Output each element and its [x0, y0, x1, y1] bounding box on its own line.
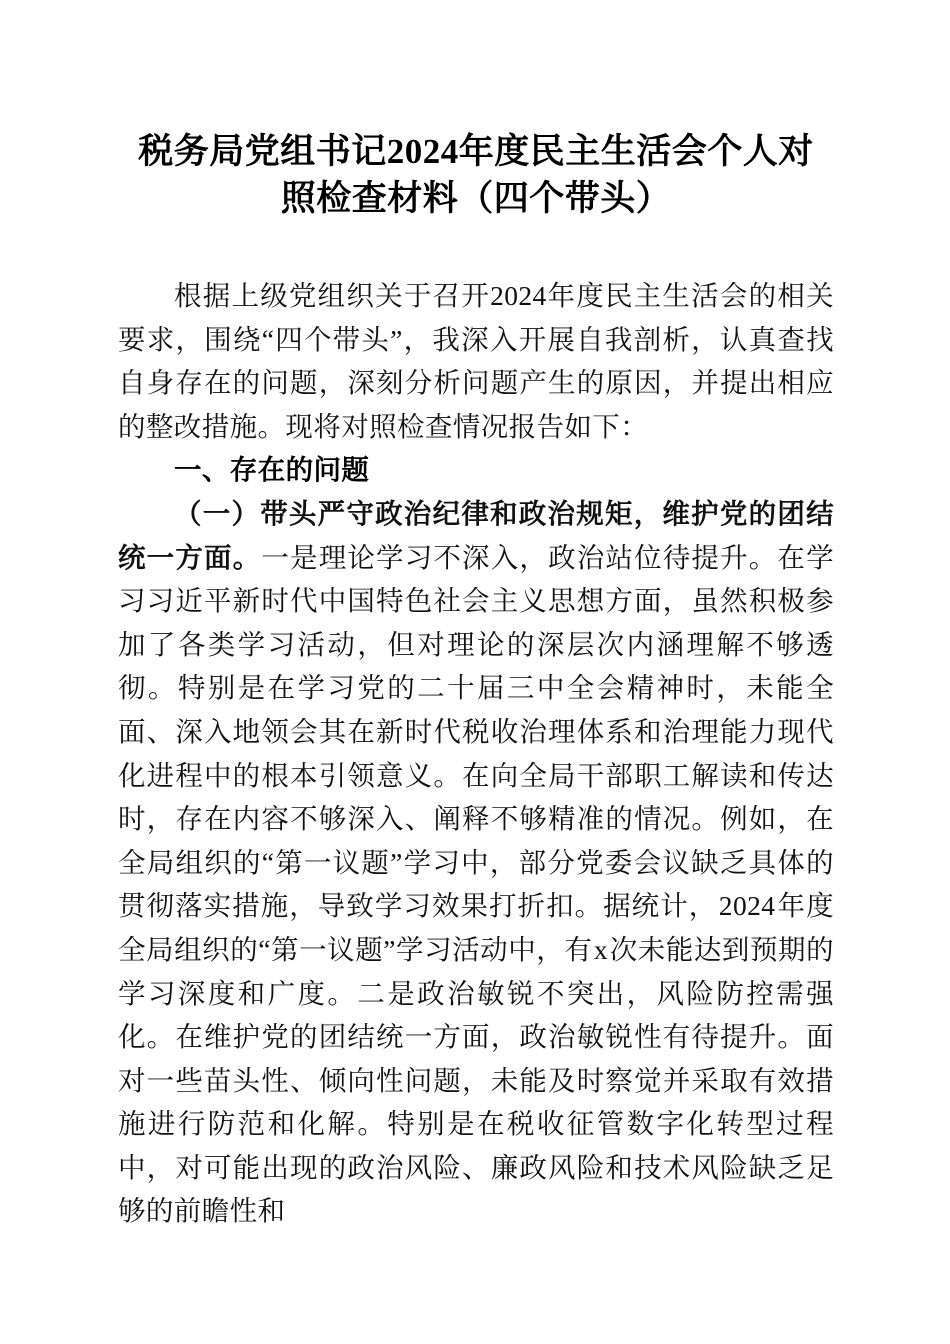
document-content-column — [118, 0, 834, 1233]
section-heading-1: 一、存在的问题 — [174, 454, 370, 486]
subsection-body-part-3: 次未能达到预期的学习深度和广度。二是政治敏锐不突出，风险防控需强化。在维护党的团结统一方面，政治敏锐性有待提升。面对一些苗头性、倾向性问题，未能及时察觉并采取有效措施进行防范和化解。特别是在税收征管数字化转型过程中，对可能出现的政治风险、廉政风险和技术风险缺乏足够的前瞻性和 — [118, 933, 834, 1227]
subsection-body-part-2: 年度全局组织的“第一议题”学习活动中，有 — [118, 890, 834, 965]
subsection-paragraph-1 — [118, 492, 834, 1233]
stat-count-placeholder: x — [593, 933, 609, 965]
page-title — [118, 0, 834, 222]
page-title-line-1: 税务局党组书记2024年度民主生活会个人对 — [138, 132, 814, 171]
subsection-body-part-1: 一是理论学习不深入，政治站位待提升。在学习习近平新时代中国特色社会主义思想方面，虽然积极参加了各类学习活动，但对理论的深层次内涵理解不够透彻。特别是在学习党的二十届三中全会精神时，未能全面、深入地领会其在新时代税收治理体系和治理能力现代化进程中的根本引领意义。在向全局干部职工解读和传达时，存在内容不够深入、阐释不够精准的情况。例如，在全局组织的“第一议题”学习中，部分党委会议缺乏具体的贯彻落实措施，导致学习效果打折扣。据统计， — [118, 541, 835, 922]
page-title-line-2: 照检查材料（四个带头） — [280, 179, 672, 218]
document-body — [118, 274, 834, 1233]
stat-year-value: 2024 — [718, 890, 776, 922]
subsection-lead-heading: （一）带头严守政治纪律和政治规矩，维护党的团结统一方面。 — [118, 497, 834, 573]
intro-paragraph: 根据上级党组织关于召开2024年度民主生活会的相关要求，围绕“四个带头”，我深入开展自我剖析，认真查找自身存在的问题，深刻分析问题产生的原因，并提出相应的整改措施。现将对照检查情况报告如下： — [118, 280, 834, 442]
